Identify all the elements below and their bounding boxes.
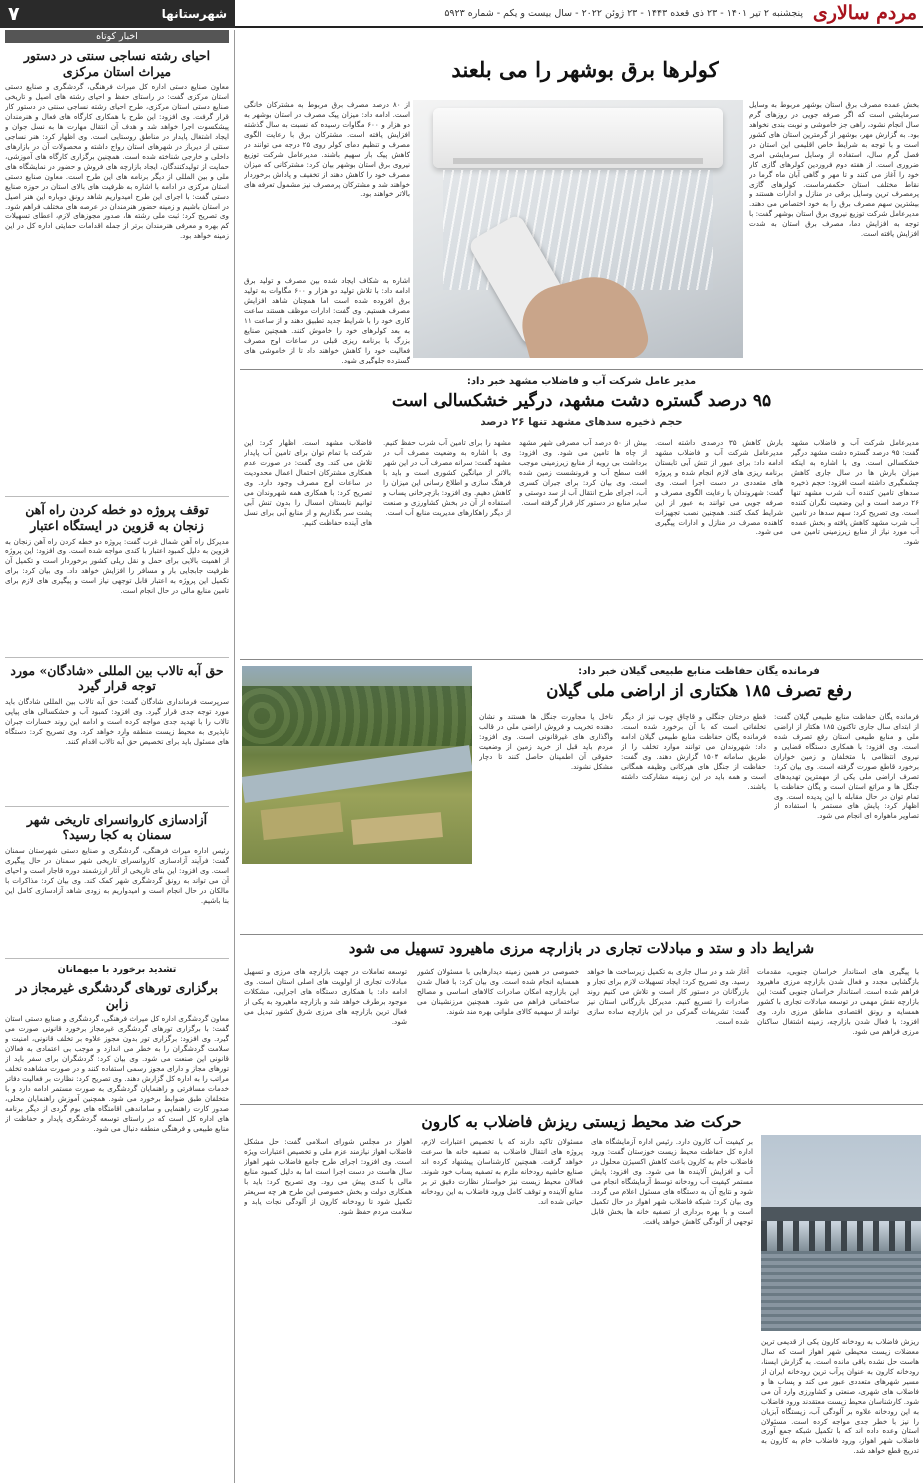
story-subhead: حجم ذخیره سدهای مشهد تنها ۲۶ درصد (480, 416, 683, 428)
bridge (761, 1207, 921, 1221)
side-story (5, 502, 229, 657)
story-headline[interactable]: کولرها برق بوشهر را می بلعند (451, 57, 719, 82)
side-story (5, 48, 229, 497)
side-body: معاون گردشگری اداره کل میراث فرهنگی، گردشگری و صنایع دستی استان گفت: با برگزاری تورهای گردشگری غیرمجاز برخورد قانونی صورت می گیرد. وی افزود: برگزاری تور بدون مجوز علاوه بر تخلف قانونی، امنیت و سلامت گردشگران را به خطر می اندازد و موجب بی اعتمادی به فعالان قانونی این صنعت می شود. وی بیان کرد: گردشگران برای سفر باید از تورهای مجاز و دارای مجوز رسمی استفاده کنند و در صورت مشاهده تخلف مراتب را به اداره کل گزارش دهند. وی تصریح کرد: نظارت بر فعالیت دفاتر خدمات مسافرتی و راهنمایان گردشگری به صورت مستمر ادامه دارد و با متخلفان طبق ضوابط برخورد می شود. همچنین آموزش راهنمایان محلی، صدور کارت راهنمایی و ساماندهی اقامتگاه های بوم گردی از دیگر برنامه های اداره کل است که در راستای توسعه گردشگری پایدار و حفاظت از منابع طبیعی و فرهنگی منطقه دنبال می شود. (5, 1014, 229, 1133)
side-headline[interactable]: آزادسازی کاروانسرای تاریخی شهر سمنان به کجا رسید؟ (26, 811, 208, 843)
story-column: ریزش فاضلاب به رودخانه کارون یکی از قدیمی ترین معضلات زیست محیطی شهر اهواز است که سال هاست حل نشده باقی مانده است. به گزارش ایسنا، رودخانه کارون به عنوان پرآب ترین رودخانه ایران از مسیر شهرهای متعددی عبور می کند و پساب ها و فاضلاب های شهری، صنعتی و کشاورزی وارد آن می شود. کارشناسان محیط زیست معتقدند ورود فاضلاب به این رودخانه علاوه بر آلودگی آب، زیستگاه آبزیان را نیز با خطر جدی مواجه کرده است. مسئولان استان وعده داده اند که با تکمیل شبکه جمع آوری فاضلاب شهر اهواز، ورود فاضلاب خام به کارون به تدریج قطع خواهد شد. (761, 1337, 919, 1456)
ac-vent (453, 158, 703, 164)
side-body: رئیس اداره میراث فرهنگی، گردشگری و صنایع دستی شهرستان سمنان گفت: فرآیند آزادسازی کاروانسرای تاریخی شهر سمنان در حال پیگیری است. وی افزود: این بنای تاریخی از آثار ارزشمند دوره قاجار است و احیای آن می تواند به رونق گردشگری شهر کمک کند. وی بیان کرد: مذاکرات با مالکان در حال انجام است و امیدواریم به زودی شاهد آزادسازی کامل این بنا باشیم. (5, 846, 229, 905)
story-column: بارش کاهش ۳۵ درصدی داشته است. مدیرعامل شرکت آب و فاضلاب مشهد ادامه داد: برای عبور از تنش آبی تابستان برنامه ریزی های لازم انجام شده و پروژه های متعددی در دست اجرا است. وی گفت: شهروندان با رعایت الگوی مصرف و صرفه جویی می توانند به عبور از این شرایط کمک کنند. همچنین نصب تجهیزات کاهنده مصرف در منازل و ادارات پیگیری می شود. (655, 438, 783, 537)
field-patch (351, 812, 443, 845)
page-number: ۷ (8, 3, 20, 25)
story-column: فرمانده یگان حفاظت منابع طبیعی گیلان گفت: از ابتدای سال جاری تاکنون ۱۸۵ هکتار از اراضی ملی و منابع طبیعی استان رفع تصرف شده است. وی افزود: با همکاری دستگاه قضایی و نیروی انتظامی با متخلفان و زمین خواران برخورد قاطع صورت گرفته است. وی بیان کرد: تصرف اراضی ملی یکی از مهمترین تهدیدهای جنگل ها و مراتع استان است و یگان حفاظت با تمام توان در حال مقابله با این پدیده است. وی اظهار کرد: پایش های مستمر با استفاده از تصاویر ماهواره ای انجام می شود. (774, 712, 919, 821)
story-column: آغاز شد و در سال جاری به تکمیل زیرساخت ها خواهد رسید. وی تصریح کرد: ایجاد تسهیلات لازم برای تجار و بازرگانان در دستور کار است و تلاش می کنیم روند صادرات را تسریع کنیم. مدیرکل بازرگانی استان نیز گفت: تشریفات گمرکی در این بازارچه ساده سازی شده است. (587, 967, 749, 1026)
sidebar-news-briefs (0, 30, 235, 1483)
sidebar-header: اخبار کوتاه (5, 30, 229, 43)
story-column: توسعه تعاملات در جهت بازارچه های مرزی و تسهیل مبادلات تجاری از اولویت های اصلی استان است. وی ادامه داد: با همکاری دستگاه های اجرایی، مشکلات موجود برطرف خواهد شد و بازارچه ماهیرود به یکی از فعال ترین بازارچه های مرزی شرق کشور تبدیل می شود. (244, 967, 407, 1026)
story-column: بیش از ۵۰ درصد آب مصرفی شهر مشهد از چاه ها تامین می شود. وی افزود: برداشت بی رویه از منابع زیرزمینی موجب افت سطح آب و فرونشست زمین شده است. وی بیان کرد: برای جبران کسری آب، اجرای طرح انتقال آب از سد دوستی و سایر منابع در دستور کار قرار گرفته است. (519, 438, 647, 507)
side-kicker: تشدید برخورد با میهمانان (57, 964, 177, 975)
story-column: مدیرعامل شرکت آب و فاضلاب مشهد گفت: ۹۵ درصد گستره دشت مشهد درگیر خشکسالی است. وی با اشاره به اینکه میزان بارش ها در سال جاری کاهش چشمگیری داشته است افزود: حجم ذخیره سدهای تامین کننده آب شرب مشهد تنها ۲۶ درصد است و این وضعیت نگران کننده است. وی تصریح کرد: سهم سدها در تامین آب شرب مشهد کاهش یافته و بخش عمده آب مورد نیاز از منابع زیرزمینی تامین می شود. (791, 438, 919, 547)
side-story (5, 663, 229, 807)
side-headline[interactable]: توقف پروژه دو خطه کردن راه آهن زنجان به قزوین در ایستگاه اعتبار (25, 502, 209, 533)
side-body: مدیرکل راه آهن شمال غرب گفت: پروژه دو خطه کردن راه آهن زنجان به قزوین به دلیل کمبود اعتبار با کندی مواجه شده است. وی افزود: این پروژه از اهمیت بالایی برای حمل و نقل ریلی کشور برخوردار است و تکمیل آن ظرفیت جابجایی بار و مسافر را افزایش خواهد داد. وی بیان کرد: برای تکمیل این پروژه به اعتبار قابل توجهی نیاز است و پیگیری های لازم برای تامین منابع مالی در حال انجام است. (5, 536, 229, 596)
story-column: اهواز در مجلس شورای اسلامی گفت: حل مشکل فاضلاب اهواز نیازمند عزم ملی و تخصیص اعتبارات ویژه است. وی افزود: اجرای طرح جامع فاضلاب شهر اهواز سال هاست در دست اجرا است اما به دلیل کمبود منابع مالی با کندی پیش می رود. وی تصریح کرد: باید با همکاری دولت و بخش خصوصی این طرح هر چه سریعتر تکمیل شود تا رودخانه کارون از آلودگی نجات یابد و سلامت مردم حفظ شود. (244, 1137, 412, 1216)
story-headline[interactable]: ۹۵ درصد گستره دشت مشهد، درگیر خشکسالی است (391, 391, 772, 411)
newspaper-logo: مردم سالاری (812, 2, 917, 24)
story-border-market (240, 935, 923, 1105)
story-column: با پیگیری های استاندار خراسان جنوبی، مقدمات بازگشایی مجدد و فعال شدن بازارچه مرزی ماهیرود فراهم شده است. استاندار خراسان جنوبی گفت: این بازارچه نقش مهمی در توسعه مبادلات تجاری با کشور همسایه و رونق اقتصادی مناطق مرزی دارد. وی افزود: با فعال شدن بازارچه، زمینه اشتغال ساکنان مرزی فراهم می شود. (757, 967, 919, 1036)
river (242, 745, 472, 803)
field-patch (261, 802, 344, 840)
air-conditioner-photo (413, 100, 743, 358)
masthead (0, 0, 923, 28)
side-story (5, 812, 229, 959)
story-gilan-land (240, 660, 923, 935)
story-karun-sewage (240, 1105, 923, 1483)
bridge-piers (761, 1221, 921, 1251)
side-headline[interactable]: برگزاری تورهای گردشگری غیرمجاز در زابن (16, 980, 218, 1011)
story-column: ناخل یا مجاورت جنگل ها هستند و نشان دهنده تخریب و فروش اراضی ملی در قالب واگذاری های غیرقانونی است. وی افزود: مردم باید قبل از خرید زمین از وضعیت حقوقی آن اطمینان حاصل کنند تا دچار مشکل نشوند. (479, 712, 613, 771)
tree-line (242, 686, 472, 746)
story-column: مسئولان تاکید دارند که با تخصیص اعتبارات لازم، پروژه های انتقال فاضلاب به تصفیه خانه ها سرعت خواهد گرفت. همچنین کارشناسان پیشنهاد کرده اند صنایع حاشیه رودخانه ملزم به تصفیه پساب خود شوند. فعالان محیط زیست نیز خواستار نظارت دقیق تر بر منابع آلاینده و توقف کامل ورود فاضلاب به این رودخانه حیاتی شده اند. (421, 1137, 583, 1206)
story-bushehr-electricity (240, 30, 923, 370)
main-content (240, 30, 923, 1483)
section-tab (0, 0, 235, 28)
story-column: قطع درختان جنگلی و قاچاق چوب نیز از دیگر تخلفاتی است که با آن برخورد شده است. فرمانده یگان حفاظت منابع طبیعی گیلان ادامه داد: شهروندان می توانند موارد تخلف را از طریق سامانه ۱۵۰۴ گزارش دهند. وی گفت: حفاظت از جنگل های هیرکانی وظیفه همگانی است و همه باید در این زمینه مشارکت داشته باشند. (621, 712, 766, 791)
side-story (5, 964, 229, 1428)
story-column: مشهد را برای تامین آب شرب حفظ کنیم. وی با اشاره به وضعیت مصرف آب در مشهد گفت: سرانه مصرف آب در این شهر بالاتر از میانگین کشوری است و باید با فرهنگ سازی و اطلاع رسانی این میزان را کاهش دهیم. وی افزود: بازچرخانی پساب و استفاده از آن در بخش کشاورزی و صنعت از دیگر راهکارهای مدیریت منابع آب است. (383, 438, 511, 517)
karun-river-photo (761, 1135, 921, 1331)
story-headline[interactable]: حرکت ضد محیط زیستی ریزش فاضلاب به کارون (421, 1112, 742, 1131)
story-kicker: فرمانده یگان حفاظت منابع طبیعی گیلان خبر داد: (578, 666, 820, 677)
story-column: خصوصی در همین زمینه دیدارهایی با مسئولان کشور همسایه انجام شده است. وی بیان کرد: با فعال شدن این بازارچه امکان صادرات کالاهای اساسی و مصالح ساختمانی فراهم می شود. همچنین مرزنشینان می توانند از سهمیه کالای ملوانی بهره مند شوند. (417, 967, 579, 1016)
side-headline[interactable]: احیای رشته نساجی سنتی در دستور میراث استان مرکزی (23, 48, 211, 79)
story-mashhad-drought (240, 370, 923, 660)
story-column: فاضلاب مشهد است. اظهار کرد: این شرکت با تمام توان برای تامین آب پایدار تلاش می کند. وی گفت: در صورت عدم همکاری مشترکان احتمال اعمال محدودیت در ساعات اوج مصرف وجود دارد. وی تصریح کرد: با همکاری همه شهروندان می توانیم تابستان امسال را بدون تنش آبی پشت سر بگذاریم و از منابع آبی برای نسل های آینده حفاظت کنیم. (244, 438, 372, 527)
story-headline[interactable]: رفع تصرف ۱۸۵ هکتاری از اراضی ملی گیلان (546, 681, 852, 700)
section-name: شهرستانها (161, 7, 227, 21)
river-water (761, 1251, 921, 1331)
story-column: اشاره به شکاف ایجاد شده بین مصرف و تولید برق ادامه داد: با تلاش تولید دو هزار و ۶۰۰ مگاوات به تولید برق افزوده شده است اما همچنان شاهد افزایش مصرف هستیم. وی گفت: ادارات موظف هستند ساعت کاری خود را با شرایط جدید تطبیق دهند و از ساعت ۱۱ به بعد کولرهای خود را خاموش کنند. همچنین صنایع بزرگ با برنامه ریزی قبلی در ساعات اوج مصرف فعالیت خود را کاهش خواهند داد تا از خاموشی های گسترده جلوگیری شود. (244, 276, 410, 364)
farmland-photo (242, 666, 472, 864)
story-kicker: مدیر عامل شرکت آب و فاضلاب مشهد خبر داد: (466, 376, 697, 387)
dateline: پنجشنبه ۲ تیر ۱۴۰۱ - ۲۳ ذی قعده ۱۴۴۳ - ۲۳ ژوئن ۲۰۲۲ - سال بیست و یکم - شماره ۵۹۲۳ (444, 8, 803, 19)
story-column: بخش عمده مصرف برق استان بوشهر مربوط به وسایل سرمایشی است که اگر صرفه جویی در روزهای گرم سال انجام نشود، راهی جز خاموشی و نوبت بندی نخواهد بود. به گزارش مهر، بوشهر از گرمترین استان های کشور است و با توجه به شرایط خاص اقلیمی این استان در فصل گرم سال، استفاده از وسایل سرمایشی امری ضروری است. از هفته دوم فروردین کولرهای گازی کار خود را آغاز می کنند و تا مهر و گاهی آبان ماه گرما در نقاط مختلف استان حکمفرماست. کولرهای گازی پرمصرف ترین وسایل برقی در منازل و ادارات هستند و بیشترین سهم مصرف برق را به خود اختصاص می دهند. مدیرعامل شرکت توزیع نیروی برق استان بوشهر گفت: با توجه به افزایش دما، مصرف برق استان به شدت افزایش یافته است. (749, 100, 919, 239)
story-headline[interactable]: شرایط داد و ستد و مبادلات تجاری در بازارچه مرزی ماهیرود تسهیل می شود (348, 940, 815, 957)
side-body: معاون صنایع دستی اداره کل میراث فرهنگی، گردشگری و صنایع دستی استان مرکزی گفت: در راستای حفظ و احیای رشته های اصیل و تاریخی صنایع دستی استان مرکزی، طرح احیای رشته نساجی سنتی در دستور کار قرار گرفت. وی افزود: این طرح با همکاری کارگاه های فعال و هنرمندان پیشکسوت اجرا خواهد شد و هدف آن انتقال مهارت ها به نسل جوان و ایجاد اشتغال پایدار در مناطق روستایی است. وی اظهار کرد: هنر نساجی سنتی از دیرباز در شهرهای استان رواج داشته و محصولات آن در بازارهای داخلی و خارجی شناخته شده است. همچنین برگزاری کارگاه های آموزشی، حمایت از تولیدکنندگان، ایجاد بازارچه های فروش و حضور در نمایشگاه های ملی و بین المللی از دیگر برنامه های این طرح است. معاون صنایع دستی استان مرکزی در ادامه با اشاره به ظرفیت های بالای استان در حوزه صنایع دستی گفت: با اجرای این طرح امیدواریم شاهد رونق دوباره این هنر اصیل در استان باشیم و زمینه حضور هنرمندان در عرصه های مختلف فراهم شود. وی تصریح کرد: ثبت ملی رشته ها، صدور مجوزهای لازم، اعطای تسهیلات کم بهره و معرفی هنرمندان برتر از جمله اقدامات حمایتی اداره کل در این زمینه خواهد بود. (5, 82, 229, 241)
side-headline[interactable]: حق آبه تالاب بین المللی «شادگان» مورد توجه قرار گیرد (10, 662, 224, 694)
story-column: بر کیفیت آب کارون دارد. رئیس اداره آزمایشگاه های اداره کل حفاظت محیط زیست خوزستان گفت: ورود فاضلاب خام به کارون باعث کاهش اکسیژن محلول در آب و افزایش آلاینده ها می شود. وی افزود: پایش مستمر کیفیت آب رودخانه توسط آزمایشگاه انجام می شود و نتایج آن به دستگاه های مسئول اعلام می گردد. وی بیان کرد: شبکه فاضلاب شهر اهواز در حال تکمیل است و با بهره برداری از تصفیه خانه ها بخش قابل توجهی از آلودگی کاهش خواهد یافت. (591, 1137, 753, 1226)
story-column: از ۸۰ درصد مصرف برق مربوط به مشترکان خانگی است. ادامه داد: میزان پیک مصرف در استان بوشهر به دو هزار و ۶۰۰ مگاوات رسیده که نسبت به سال گذشته افزایش یافته است. مشترکان برق با رعایت الگوی مصرف و تنظیم دمای کولر روی ۲۵ درجه می توانند در کاهش پیک بار سهیم باشند. مدیرعامل شرکت توزیع نیروی برق استان بوشهر بیان کرد: مشترکانی که میزان مصرف خود را کاهش دهند از تخفیف و پاداش برخوردار خواهند شد و مشترکان پرمصرف نیز مشمول تعرفه های بالاتر خواهند بود. (244, 100, 410, 199)
side-body: سرپرست فرمانداری شادگان گفت: حق آبه تالاب بین المللی شادگان باید مورد توجه جدی قرار گیرد. وی افزود: کمبود آب و خشکسالی های پیاپی تالاب را با تهدید جدی مواجه کرده است و ادامه این روند خسارات جبران ناپذیری به محیط زیست منطقه وارد خواهد کرد. وی تصریح کرد: دستگاه های مسئول باید برای تخصیص حق آبه تالاب اقدام کنند. (5, 696, 229, 746)
